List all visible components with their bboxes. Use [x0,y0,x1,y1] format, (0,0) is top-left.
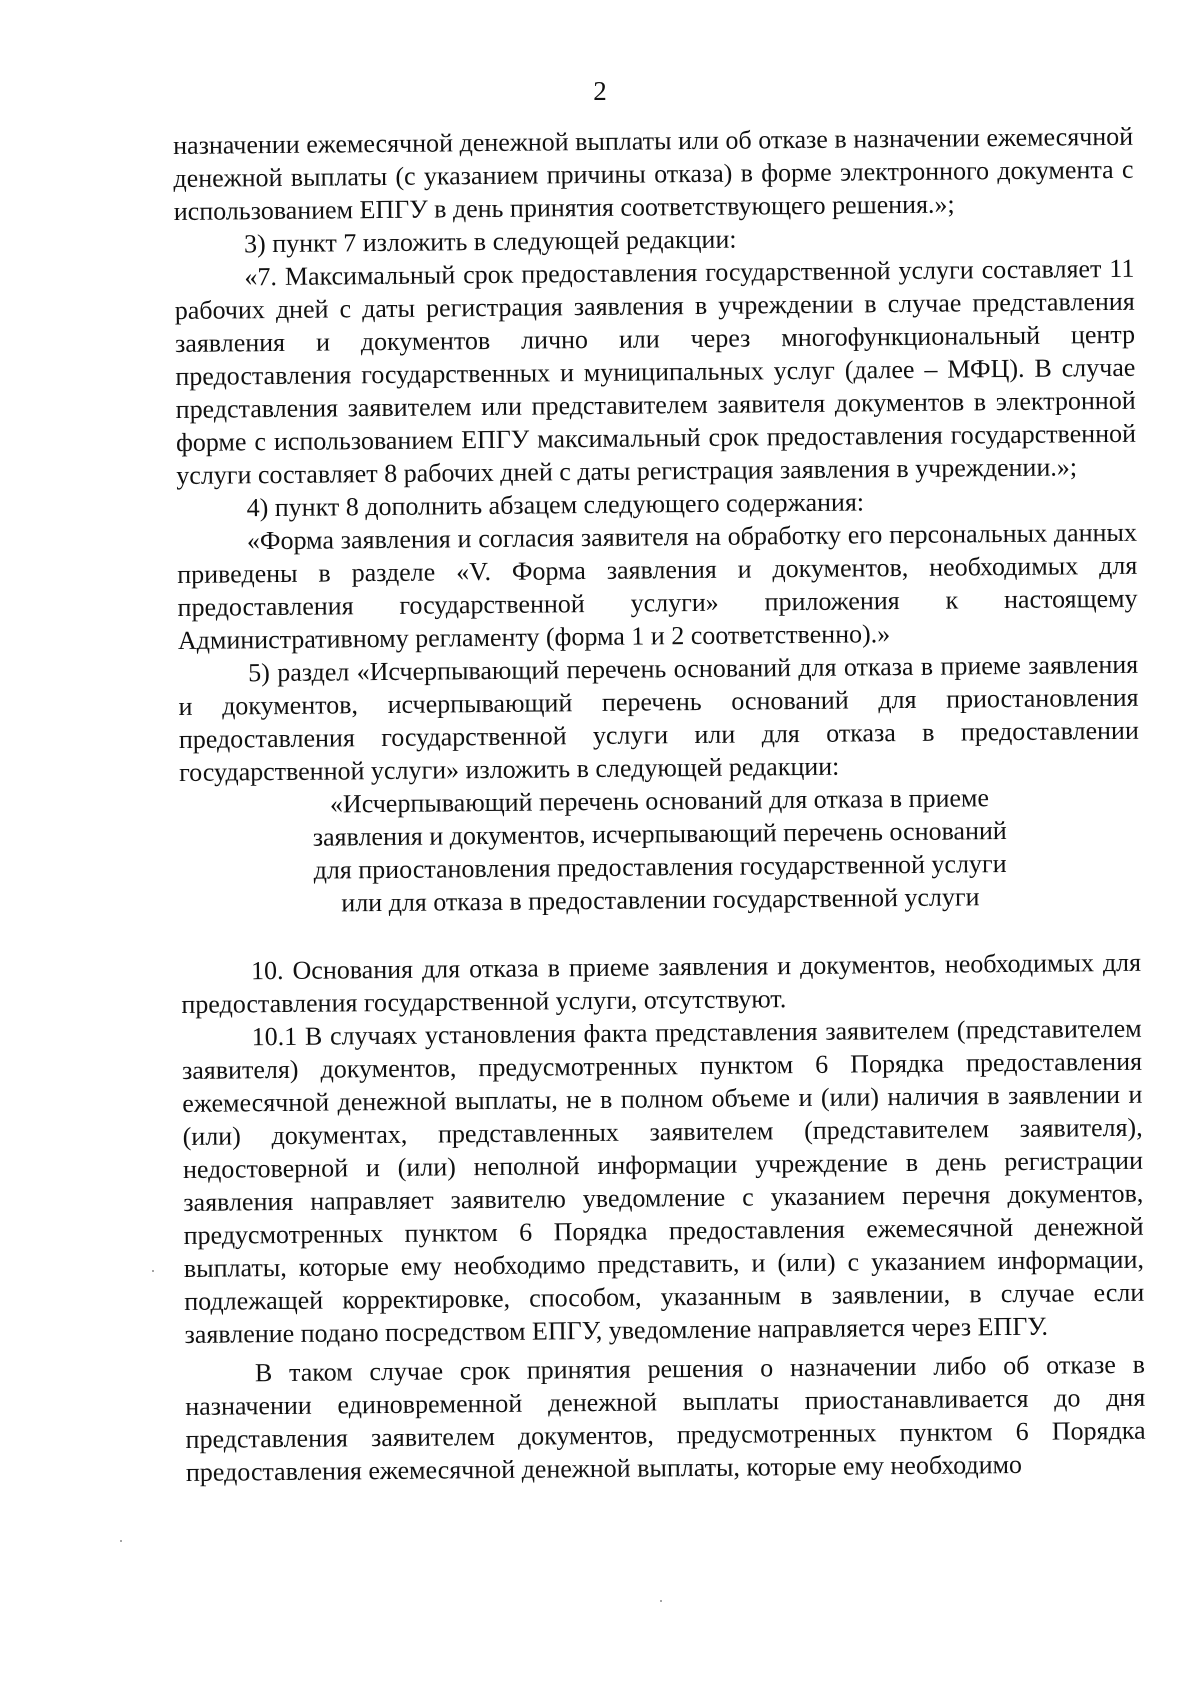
paragraph-item-3: 3) пункт 7 изложить в следующей редакции: [243,224,737,259]
section-heading [179,780,1140,921]
paragraph-form-note: «Форма заявления и согласия заявителя на обработку его персональных данных приведены в разделе «V. Форма заявления и документов, необходимых для предоставления государственной услуги» приложения к настоящему Административному регламенту (форма 1 и 2 соответственно).» [177,517,1138,655]
paragraph-item-4: 4) пункт 8 дополнить абзацем следующего содержания: [246,487,865,523]
paragraph-item-5: 5) раздел «Исчерпывающий перечень оснований для отказа в приеме заявления и документов, исчерпывающий перечень оснований для приостановления предоставления государственной услуги или для отказа в предоставлении государственной услуги» изложить в следующей редакции: [178,649,1139,787]
paragraph-clause-10: 10. Основания для отказа в приеме заявления и документов, необходимых для предоставления государственной услуги, отсутствуют. [181,947,1142,1019]
paragraph-clause-7: «7. Максимальный срок предоставления государственной услуги составляет 11 рабочих дней с даты регистрация заявления в учреждении в случае представления заявления и документов лично или через многофункциональный центр предоставления государственных и муниципальных услуг (далее – МФЦ). В случае представления заявителем или представителем заявителя документов в электронной форме с использованием ЕПГУ максимальный срок предоставления государственной услуги составляет 8 рабочих дней с даты регистрация заявления в учреждении.»; [174,253,1137,490]
paragraph-continuation: назначении ежемесячной денежной выплаты или об отказе в назначении ежемесячной денежной выплаты (с указанием причины отказа) в форме электронного документа с использованием ЕПГУ в день принятия соответствующего решения.»; [173,121,1134,226]
scan-speck [120,1540,122,1542]
paragraph-suspension: В таком случае срок принятия решения о назначении либо об отказе в назначении единовременной денежной выплаты приостанавливается до дня представления заявителем документов, предусмотренных пунктом 6 Порядка предоставления ежемесячной денежной выплаты, которые ему необходимо [185,1349,1146,1487]
document-body [173,120,1146,1489]
section-heading-line: для приостановления предоставления государственной услуги [313,849,1007,885]
section-heading-line: или для отказа в предоставлении государственной услуги [341,882,980,918]
scan-speck [660,1600,662,1602]
scan-speck [152,1270,154,1272]
page-number: 2 [593,76,607,106]
section-heading-line: «Исчерпывающий перечень оснований для отказа в приеме [329,783,990,819]
paragraph-clause-10-1: 10.1 В случаях установления факта представления заявителем (представителем заявителя) документов, предусмотренных пунктом 6 Порядка предоставления ежемесячной денежной выплаты, не в полном объеме и (или) наличия в заявлении и (или) документах, представленных заявителем (представителем заявителя), недостоверной и (или) неполной информации учреждение в день регистрации заявления направляет заявителю уведомление с указанием перечня документов, предусмотренных пунктом 6 Порядка предоставления ежемесячной денежной выплаты, которые ему необходимо представить, и (или) с указанием информации, подлежащей корректировке, способом, указанным в заявлении, в случае если заявление подано посредством ЕПГУ, уведомление направляется через ЕПГУ. [181,1013,1145,1349]
section-heading-line: заявления и документов, исчерпывающий перечень оснований [312,816,1007,852]
